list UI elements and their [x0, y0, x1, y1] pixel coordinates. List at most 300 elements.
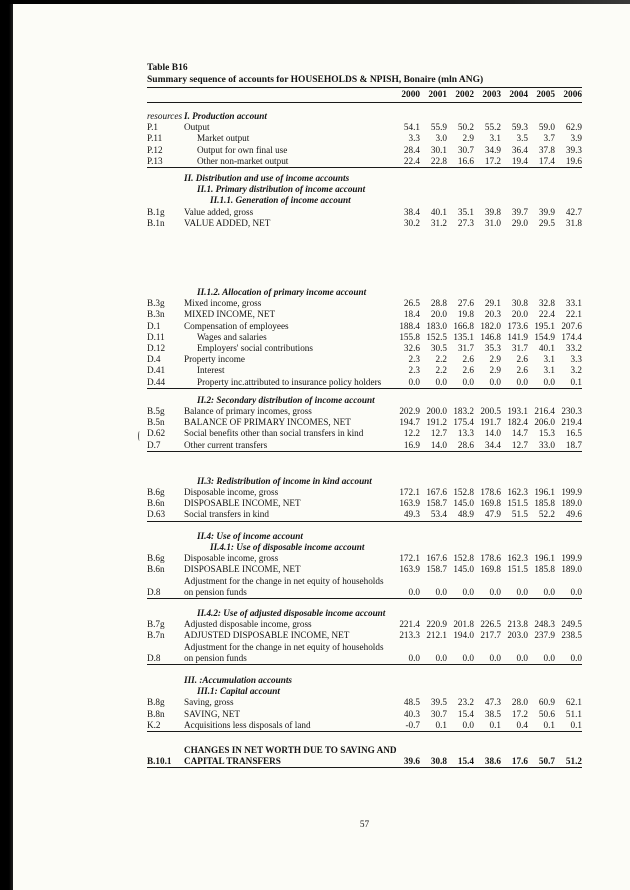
value-cell: 174.4: [561, 331, 582, 342]
account-row: [147, 709, 582, 720]
value-cells: [393, 156, 582, 167]
value-cell: 33.2: [565, 343, 582, 354]
value-cell: 0.0: [435, 652, 447, 663]
account-label: Balance of primary incomes, gross: [184, 406, 312, 417]
row-spacer: [147, 665, 582, 675]
value-cells: [393, 756, 582, 767]
account-code: D.8: [147, 586, 161, 597]
account-label: Social transfers in kind: [184, 509, 269, 520]
value-cell: 166.8: [453, 320, 474, 331]
account-code: B.6n: [147, 498, 165, 509]
value-cell: 12.7: [430, 428, 447, 439]
account-row: [147, 756, 582, 768]
value-cell: 0.4: [516, 719, 528, 730]
account-row: [147, 697, 582, 708]
value-cell: 47.3: [484, 697, 501, 708]
value-cell: 38.5: [484, 708, 501, 719]
value-cell: 196.1: [534, 487, 555, 498]
value-cell: 3.1: [543, 354, 555, 365]
value-cell: 158.7: [426, 498, 447, 509]
value-cells: [393, 417, 582, 428]
table-title: Table B16: [147, 63, 188, 73]
account-code: resources: [147, 111, 183, 121]
value-cell: 163.9: [399, 498, 420, 509]
value-cell: 0.0: [570, 652, 582, 663]
value-cell: 145.0: [453, 498, 474, 509]
account-code: B.3g: [147, 298, 165, 309]
scan-mark: [138, 431, 141, 441]
account-code: B.8n: [147, 708, 165, 719]
value-cell: 50.2: [457, 122, 474, 133]
value-cell: 39.7: [511, 206, 528, 217]
account-label: Output for own final use: [197, 144, 288, 155]
value-cell: 20.3: [484, 309, 501, 320]
value-cell: 29.1: [484, 298, 501, 309]
value-cell: 50.6: [538, 708, 555, 719]
account-label: Market output: [197, 133, 250, 144]
value-cells: [393, 653, 582, 664]
value-cell: 0.0: [489, 586, 501, 597]
account-label: Property inc.attributed to insurance policy holders: [197, 376, 382, 387]
value-cell: 34.4: [484, 439, 501, 450]
value-cell: 22.4: [403, 155, 420, 166]
value-cells: [393, 440, 582, 451]
section-heading-row: [147, 542, 582, 553]
account-code: P.12: [147, 144, 163, 155]
account-label: Social benefits other than social transfers in kind: [184, 428, 364, 439]
account-label: VALUE ADDED, NET: [184, 217, 271, 228]
value-cell: 2.2: [435, 354, 447, 365]
value-cell: 0.0: [462, 376, 474, 387]
value-cell: 31.8: [565, 217, 582, 228]
value-cell: 194.0: [453, 630, 474, 641]
value-cell: 145.0: [453, 564, 474, 575]
account-label: Mixed income, gross: [184, 298, 262, 309]
value-cell: 219.4: [561, 417, 582, 428]
value-cell: 220.9: [426, 619, 447, 630]
value-cell: 14.0: [430, 439, 447, 450]
value-cell: 213.8: [507, 619, 528, 630]
account-code: B.1g: [147, 206, 165, 217]
value-cell: 0.0: [462, 586, 474, 597]
value-cell: 185.8: [534, 564, 555, 575]
section-title: I. Production account: [184, 111, 267, 121]
value-cell: 2.6: [516, 365, 528, 376]
value-cell: 152.5: [426, 331, 447, 342]
value-cells: [393, 207, 582, 218]
value-cell: 200.0: [426, 406, 447, 417]
value-cell: 182.0: [480, 320, 501, 331]
value-cell: 15.4: [457, 756, 474, 767]
value-cell: 154.9: [534, 331, 555, 342]
value-cell: 175.4: [453, 417, 474, 428]
value-cell: 30.2: [403, 217, 420, 228]
value-cell: 27.3: [457, 217, 474, 228]
year-header-row: [147, 88, 582, 103]
value-cell: 39.6: [403, 756, 420, 767]
account-label: Employers' social contributions: [197, 343, 313, 354]
value-cell: 202.9: [399, 406, 420, 417]
value-cell: 3.9: [570, 133, 582, 144]
account-label: Output: [184, 122, 210, 133]
value-cell: 33.1: [565, 298, 582, 309]
value-cell: 199.9: [561, 487, 582, 498]
row-spacer: [147, 452, 582, 476]
value-cell: 28.0: [511, 697, 528, 708]
value-cell: 12.2: [403, 428, 420, 439]
value-cell: 237.9: [534, 630, 555, 641]
value-cell: 37.8: [538, 144, 555, 155]
section-heading-row: [147, 686, 582, 697]
value-cell: 40.3: [403, 708, 420, 719]
section-title: II. Distribution and use of income accounts: [184, 173, 350, 184]
year-header: 2002: [455, 90, 474, 100]
account-label: Property income: [184, 354, 245, 365]
value-cell: 15.3: [538, 428, 555, 439]
scan-edge-top: [0, 0, 630, 4]
value-cell: 59.0: [538, 122, 555, 133]
value-cell: 16.6: [457, 155, 474, 166]
value-cell: 3.5: [516, 133, 528, 144]
account-label: Wages and salaries: [197, 331, 267, 342]
value-cell: 40.1: [430, 206, 447, 217]
value-cell: 2.6: [516, 354, 528, 365]
value-cell: 178.6: [480, 553, 501, 564]
value-cell: 183.2: [453, 406, 474, 417]
account-row: [147, 428, 582, 439]
value-cell: 28.4: [403, 144, 420, 155]
value-cell: 0.1: [435, 719, 447, 730]
value-cells: [393, 343, 582, 354]
section-heading-row: [147, 476, 582, 487]
value-cell: 31.2: [430, 217, 447, 228]
value-cell: 2.9: [489, 354, 501, 365]
value-cell: 167.6: [426, 553, 447, 564]
value-cell: 0.0: [489, 376, 501, 387]
value-cell: 49.6: [565, 509, 582, 520]
account-code: D.41: [147, 365, 166, 376]
value-cell: 200.5: [480, 406, 501, 417]
section-heading-row: [147, 173, 582, 184]
value-cell: 152.8: [453, 487, 474, 498]
account-code: D.1: [147, 320, 161, 331]
account-code: D.62: [147, 428, 166, 439]
account-row: [147, 619, 582, 630]
value-cells: [393, 145, 582, 156]
value-cell: 18.4: [403, 309, 420, 320]
account-code: B.6g: [147, 487, 165, 498]
section-title: II.4: Use of income account: [197, 530, 303, 541]
account-code: B.10.1: [147, 756, 172, 767]
account-row: [147, 207, 582, 218]
value-cell: 169.8: [480, 498, 501, 509]
value-cell: 18.7: [565, 439, 582, 450]
value-cell: 27.6: [457, 298, 474, 309]
value-cell: 16.9: [403, 439, 420, 450]
value-cells: [393, 365, 582, 376]
value-cell: 40.1: [538, 343, 555, 354]
value-cell: 191.2: [426, 417, 447, 428]
value-cell: 38.4: [403, 206, 420, 217]
value-cell: 39.8: [484, 206, 501, 217]
value-cell: 3.7: [543, 133, 555, 144]
row-spacer: [147, 599, 582, 608]
account-label: MIXED INCOME, NET: [184, 309, 276, 320]
value-cell: 53.4: [430, 509, 447, 520]
account-row: [147, 298, 582, 309]
year-header: 2005: [536, 90, 555, 100]
account-label: ADJUSTED DISPOSABLE INCOME, NET: [184, 630, 350, 641]
value-cell: 163.9: [399, 564, 420, 575]
account-code: B.5g: [147, 406, 165, 417]
value-cell: 35.3: [484, 343, 501, 354]
value-cell: 35.1: [457, 206, 474, 217]
section-title: II.1. Primary distribution of income account: [197, 184, 366, 195]
section-heading-row: [147, 395, 582, 406]
value-cell: 230.3: [561, 406, 582, 417]
section-title: III.1: Capital account: [197, 686, 280, 697]
account-label: Disposable income, gross: [184, 553, 279, 564]
account-label: DISPOSABLE INCOME, NET: [184, 564, 301, 575]
value-cell: 48.5: [403, 697, 420, 708]
value-cell: 162.3: [507, 487, 528, 498]
value-cells: [393, 122, 582, 133]
section-heading-row: [147, 195, 582, 206]
value-cell: 169.8: [480, 564, 501, 575]
value-cell: 189.0: [561, 498, 582, 509]
value-cell: 2.9: [489, 365, 501, 376]
value-cell: 248.3: [534, 619, 555, 630]
value-cells: [393, 377, 582, 388]
value-cell: 0.0: [543, 652, 555, 663]
value-cells: [393, 332, 582, 343]
value-cells: [393, 309, 582, 320]
value-cell: 0.0: [435, 376, 447, 387]
value-cells: [393, 630, 582, 641]
value-cell: 221.4: [399, 619, 420, 630]
section-title: II.4.1: Use of disposable income account: [210, 541, 365, 552]
section-title: II.1.2. Allocation of primary income account: [197, 287, 367, 298]
account-label: BALANCE OF PRIMARY INCOMES, NET: [184, 417, 351, 428]
value-cell: 29.5: [538, 217, 555, 228]
account-code: B.6n: [147, 564, 165, 575]
value-cell: 212.1: [426, 630, 447, 641]
section-title: III. :Accumulation accounts: [184, 674, 292, 685]
value-cell: 216.4: [534, 406, 555, 417]
value-cell: 36.4: [511, 144, 528, 155]
value-cell: 32.8: [538, 298, 555, 309]
value-cell: 193.1: [507, 406, 528, 417]
value-cell: 23.2: [457, 697, 474, 708]
value-cell: 16.5: [565, 428, 582, 439]
value-cell: 28.8: [430, 298, 447, 309]
value-cells: [393, 697, 582, 708]
account-label: Saving, gross: [184, 697, 234, 708]
account-code: B.1n: [147, 217, 165, 228]
value-cell: 20.0: [511, 309, 528, 320]
value-cell: 203.0: [507, 630, 528, 641]
section-heading-row: [147, 531, 582, 542]
value-cell: 31.0: [484, 217, 501, 228]
value-cells: [393, 720, 582, 731]
year-header: 2001: [428, 90, 447, 100]
account-row: [147, 377, 582, 389]
account-row: [147, 332, 582, 343]
value-cell: 62.9: [565, 122, 582, 133]
account-row: [147, 145, 582, 156]
value-cell: 30.5: [430, 343, 447, 354]
value-cell: 15.4: [457, 708, 474, 719]
value-cell: 226.5: [480, 619, 501, 630]
value-cell: 213.3: [399, 630, 420, 641]
value-cell: 172.1: [399, 553, 420, 564]
account-label: SAVING, NET: [184, 708, 240, 719]
value-cell: 0.0: [408, 586, 420, 597]
value-cell: 182.4: [507, 417, 528, 428]
value-cell: 51.1: [565, 708, 582, 719]
value-cell: 191.7: [480, 417, 501, 428]
value-cell: 60.9: [538, 697, 555, 708]
year-header: 2000: [401, 90, 420, 100]
account-row: [147, 354, 582, 365]
account-row: [147, 498, 582, 509]
value-cell: 51.2: [565, 756, 582, 767]
value-cell: 22.4: [538, 309, 555, 320]
account-row: [147, 321, 582, 332]
value-cell: 162.3: [507, 553, 528, 564]
account-code: B.3n: [147, 309, 165, 320]
page-number: 57: [359, 820, 370, 830]
account-label: Adjustment for the change in net equity of households on pension funds: [184, 641, 384, 663]
value-cell: 206.0: [534, 417, 555, 428]
value-cell: 135.1: [453, 331, 474, 342]
value-cell: 0.0: [543, 376, 555, 387]
value-cell: 199.9: [561, 553, 582, 564]
value-cell: 2.3: [408, 354, 420, 365]
account-code: B.7n: [147, 630, 165, 641]
table-subtitle: Summary sequence of accounts for HOUSEHOLDS & NPISH, Bonaire (mln ANG): [147, 74, 582, 88]
value-cell: 30.7: [457, 144, 474, 155]
value-cell: 3.1: [543, 365, 555, 376]
section-heading-row: [147, 287, 582, 298]
value-cell: 51.5: [511, 509, 528, 520]
value-cell: 3.3: [570, 354, 582, 365]
value-cell: 0.0: [489, 652, 501, 663]
value-cell: 0.0: [435, 586, 447, 597]
account-row: [147, 720, 582, 732]
account-label: Compensation of employees: [184, 320, 289, 331]
value-cell: 173.6: [507, 320, 528, 331]
account-row: [147, 487, 582, 498]
value-cells: [393, 487, 582, 498]
value-cell: 189.0: [561, 564, 582, 575]
row-spacer: [147, 229, 582, 287]
value-cells: [393, 133, 582, 144]
value-cells: [393, 709, 582, 720]
table-rows: [147, 111, 582, 768]
value-cells: [393, 428, 582, 439]
account-label: Other non-market output: [197, 155, 289, 166]
value-cells: [393, 498, 582, 509]
value-cell: 146.8: [480, 331, 501, 342]
value-cell: 28.6: [457, 439, 474, 450]
account-label: CHANGES IN NET WORTH DUE TO SAVING AND: [184, 744, 397, 755]
value-cell: 31.7: [511, 343, 528, 354]
account-code: P.1: [147, 122, 158, 133]
scan-edge-left: [0, 0, 13, 890]
value-cells: [393, 406, 582, 417]
value-cell: 2.6: [462, 354, 474, 365]
value-cell: 17.4: [538, 155, 555, 166]
section-heading-row: [147, 184, 582, 195]
account-label: Acquisitions less disposals of land: [184, 719, 311, 730]
account-label: Other current transfers: [184, 439, 268, 450]
account-label: Adjusted disposable income, gross: [184, 619, 312, 630]
value-cell: 39.9: [538, 206, 555, 217]
value-cell: 48.9: [457, 509, 474, 520]
value-cell: 185.8: [534, 498, 555, 509]
value-cell: 2.2: [435, 365, 447, 376]
value-cell: 0.0: [462, 652, 474, 663]
value-cell: 196.1: [534, 553, 555, 564]
value-cell: 0.1: [570, 376, 582, 387]
account-label: DISPOSABLE INCOME, NET: [184, 498, 301, 509]
value-cell: 12.7: [511, 439, 528, 450]
value-cell: 19.8: [457, 309, 474, 320]
account-code: P.11: [147, 133, 163, 144]
value-cell: 167.6: [426, 487, 447, 498]
value-cells: [393, 321, 582, 332]
value-cell: 19.6: [565, 155, 582, 166]
value-cell: 26.5: [403, 298, 420, 309]
account-row: [147, 576, 582, 599]
account-row: [147, 564, 582, 575]
value-cell: 207.6: [561, 320, 582, 331]
value-cell: 152.8: [453, 553, 474, 564]
account-row: [147, 156, 582, 168]
value-cell: 0.1: [489, 719, 501, 730]
section-heading-row: [147, 675, 582, 686]
value-cell: 3.1: [489, 133, 501, 144]
section-heading-row: [147, 111, 582, 122]
account-row: [147, 343, 582, 354]
value-cell: -0.7: [405, 719, 420, 730]
value-cell: 0.0: [516, 376, 528, 387]
value-cell: 195.1: [534, 320, 555, 331]
value-cell: 14.0: [484, 428, 501, 439]
account-row: [147, 417, 582, 428]
value-cell: 183.0: [426, 320, 447, 331]
value-cells: [393, 553, 582, 564]
value-cells: [393, 218, 582, 229]
section-heading-row: [147, 608, 582, 619]
value-cell: 47.9: [484, 509, 501, 520]
account-code: D.12: [147, 343, 166, 354]
value-cell: 20.0: [430, 309, 447, 320]
account-row: [147, 553, 582, 564]
value-cell: 151.5: [507, 564, 528, 575]
value-cell: 31.7: [457, 343, 474, 354]
value-cells: [393, 619, 582, 630]
value-cell: 0.1: [543, 719, 555, 730]
value-cell: 22.1: [565, 309, 582, 320]
value-cell: 3.0: [435, 133, 447, 144]
value-cell: 54.1: [403, 122, 420, 133]
account-row: [147, 309, 582, 320]
account-row: [147, 642, 582, 665]
value-cell: 52.2: [538, 509, 555, 520]
value-cell: 17.2: [511, 708, 528, 719]
